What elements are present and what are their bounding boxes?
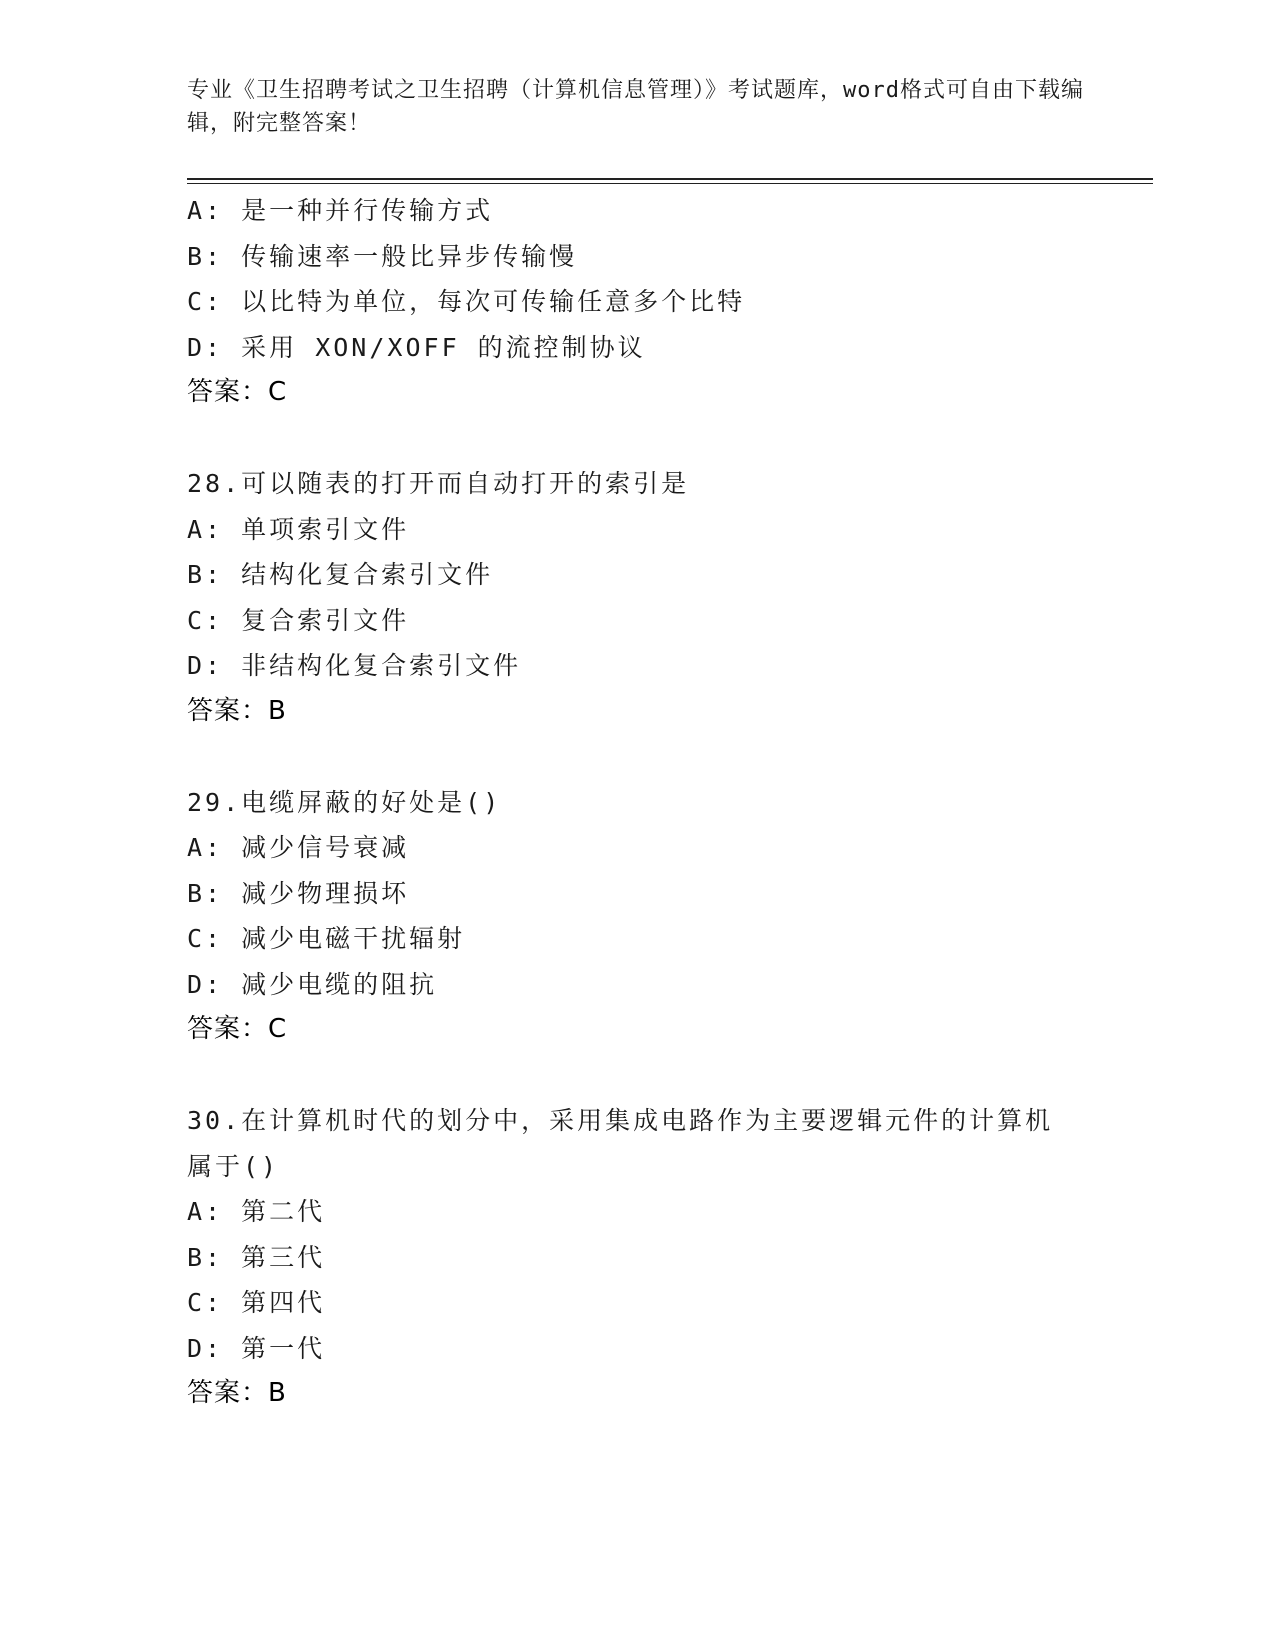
option-c: C: 第四代	[187, 1288, 326, 1317]
option-a: A: 是一种并行传输方式	[187, 196, 494, 225]
option-b: B: 传输速率一般比异步传输慢	[187, 241, 578, 271]
header-divider-thick	[187, 178, 1153, 180]
option-d: D: 减少电缆的阻抗	[187, 969, 438, 999]
answer-line: 答案：B	[187, 695, 287, 726]
question-27	[187, 188, 1087, 416]
question-spacer	[187, 734, 1087, 780]
document-header: 专业《卫生招聘考试之卫生招聘（计算机信息管理）》考试题库，word格式可自由下载编辑，附完整答案！	[187, 78, 1084, 136]
option-a: A: 减少信号衰减	[187, 833, 410, 862]
option-d: D: 采用 XON/XOFF 的流控制协议	[187, 332, 646, 362]
question-30	[187, 1098, 1087, 1417]
question-spacer	[187, 1053, 1087, 1099]
answer-line: 答案：C	[187, 1014, 288, 1044]
question-list	[187, 188, 1087, 1417]
option-b: B: 减少物理损坏	[187, 878, 410, 908]
question-spacer	[187, 416, 1087, 462]
question-stem-line-2: 属于()	[187, 1151, 280, 1181]
option-a: A: 单项索引文件	[187, 514, 410, 544]
answer-line: 答案：C	[187, 377, 288, 407]
option-d: D: 非结构化复合索引文件	[187, 651, 522, 680]
option-a: A: 第二代	[187, 1197, 326, 1226]
option-c: C: 以比特为单位，每次可传输任意多个比特	[187, 287, 746, 316]
question-stem: 28.可以随表的打开而自动打开的索引是	[187, 469, 690, 498]
answer-line: 答案：B	[187, 1378, 287, 1408]
option-b: B: 结构化复合索引文件	[187, 560, 494, 589]
option-c: C: 复合索引文件	[187, 605, 410, 635]
question-stem: 29.电缆屏蔽的好处是()	[187, 787, 502, 817]
option-d: D: 第一代	[187, 1333, 326, 1363]
option-c: C: 减少电磁干扰辐射	[187, 924, 466, 953]
question-28	[187, 461, 1087, 734]
option-b: B: 第三代	[187, 1242, 326, 1272]
question-stem-line-1: 30.在计算机时代的划分中，采用集成电路作为主要逻辑元件的计算机	[187, 1106, 1054, 1135]
question-29	[187, 780, 1087, 1053]
header-divider-thin	[187, 183, 1153, 184]
